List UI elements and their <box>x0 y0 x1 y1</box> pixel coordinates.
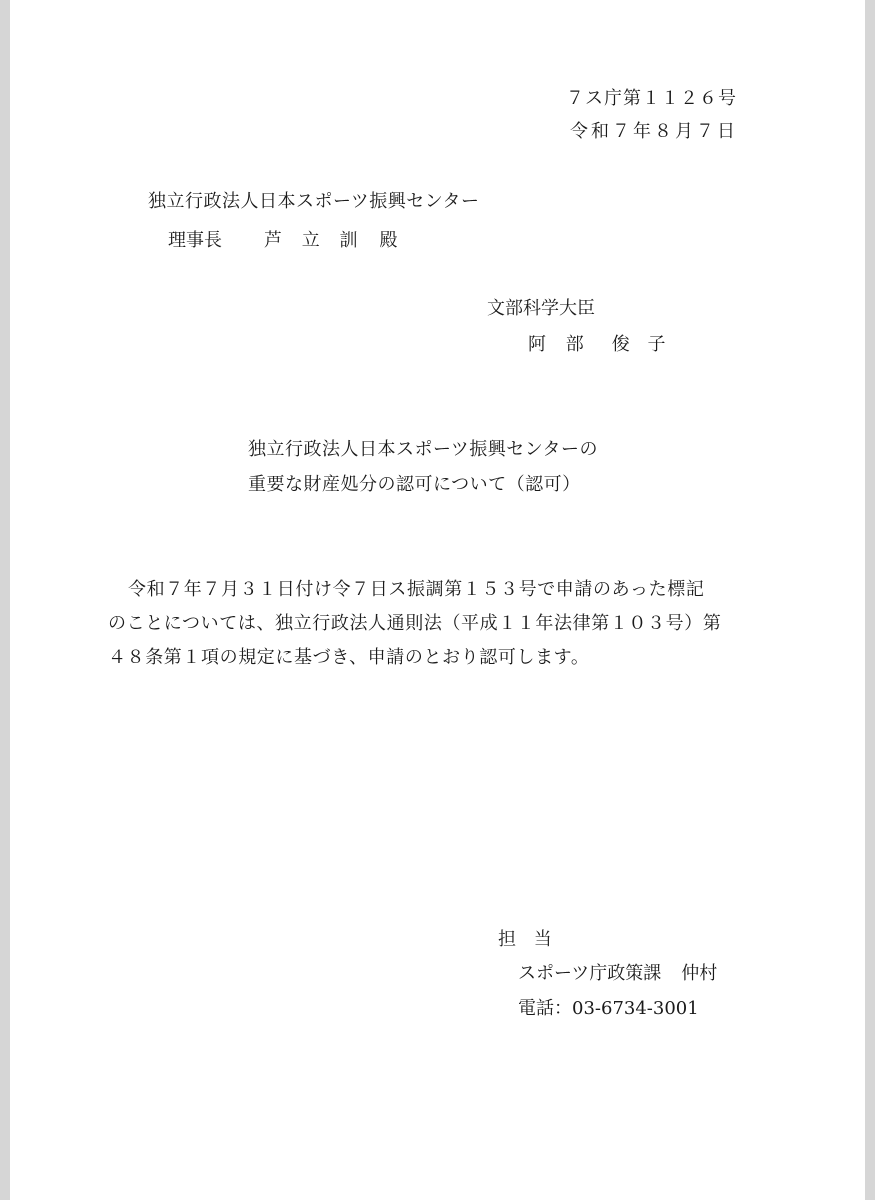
contact-department: スポーツ庁政策課 <box>518 963 662 984</box>
document-page <box>10 0 865 1200</box>
document-date: 令和７年８月７日 <box>570 121 738 142</box>
addressee-organization: 独立行政法人日本スポーツ振興センター <box>148 191 480 212</box>
addressee-honorific: 殿 <box>379 230 398 251</box>
sender-name-given: 俊 子 <box>611 334 666 355</box>
body-line-3: ４８条第１項の規定に基づき、申請のとおり認可します。 <box>108 647 590 668</box>
subject-line-1: 独立行政法人日本スポーツ振興センターの <box>248 439 599 460</box>
contact-person: 仲村 <box>681 963 718 984</box>
sender-title: 文部科学大臣 <box>487 298 595 319</box>
contact-phone: 電話：03-6734-3001 <box>518 998 699 1019</box>
sender-name-family: 阿 部 <box>528 334 584 355</box>
contact-line <box>518 965 717 983</box>
document-number: ７ス庁第１１２６号 <box>566 88 737 109</box>
addressee-title: 理事長 <box>168 230 222 251</box>
sender-name <box>528 336 665 354</box>
addressee-name: 芦 立 訓 <box>264 230 358 251</box>
addressee-line <box>168 232 397 250</box>
contact-label: 担 当 <box>498 929 552 950</box>
subject-line-2: 重要な財産処分の認可について（認可） <box>248 474 581 495</box>
body-line-2: のことについては、独立行政法人通則法（平成１１年法律第１０３号）第 <box>108 613 722 634</box>
body-line-1: 令和７年７月３１日付け令７日ス振調第１５３号で申請のあった標記 <box>128 579 705 600</box>
